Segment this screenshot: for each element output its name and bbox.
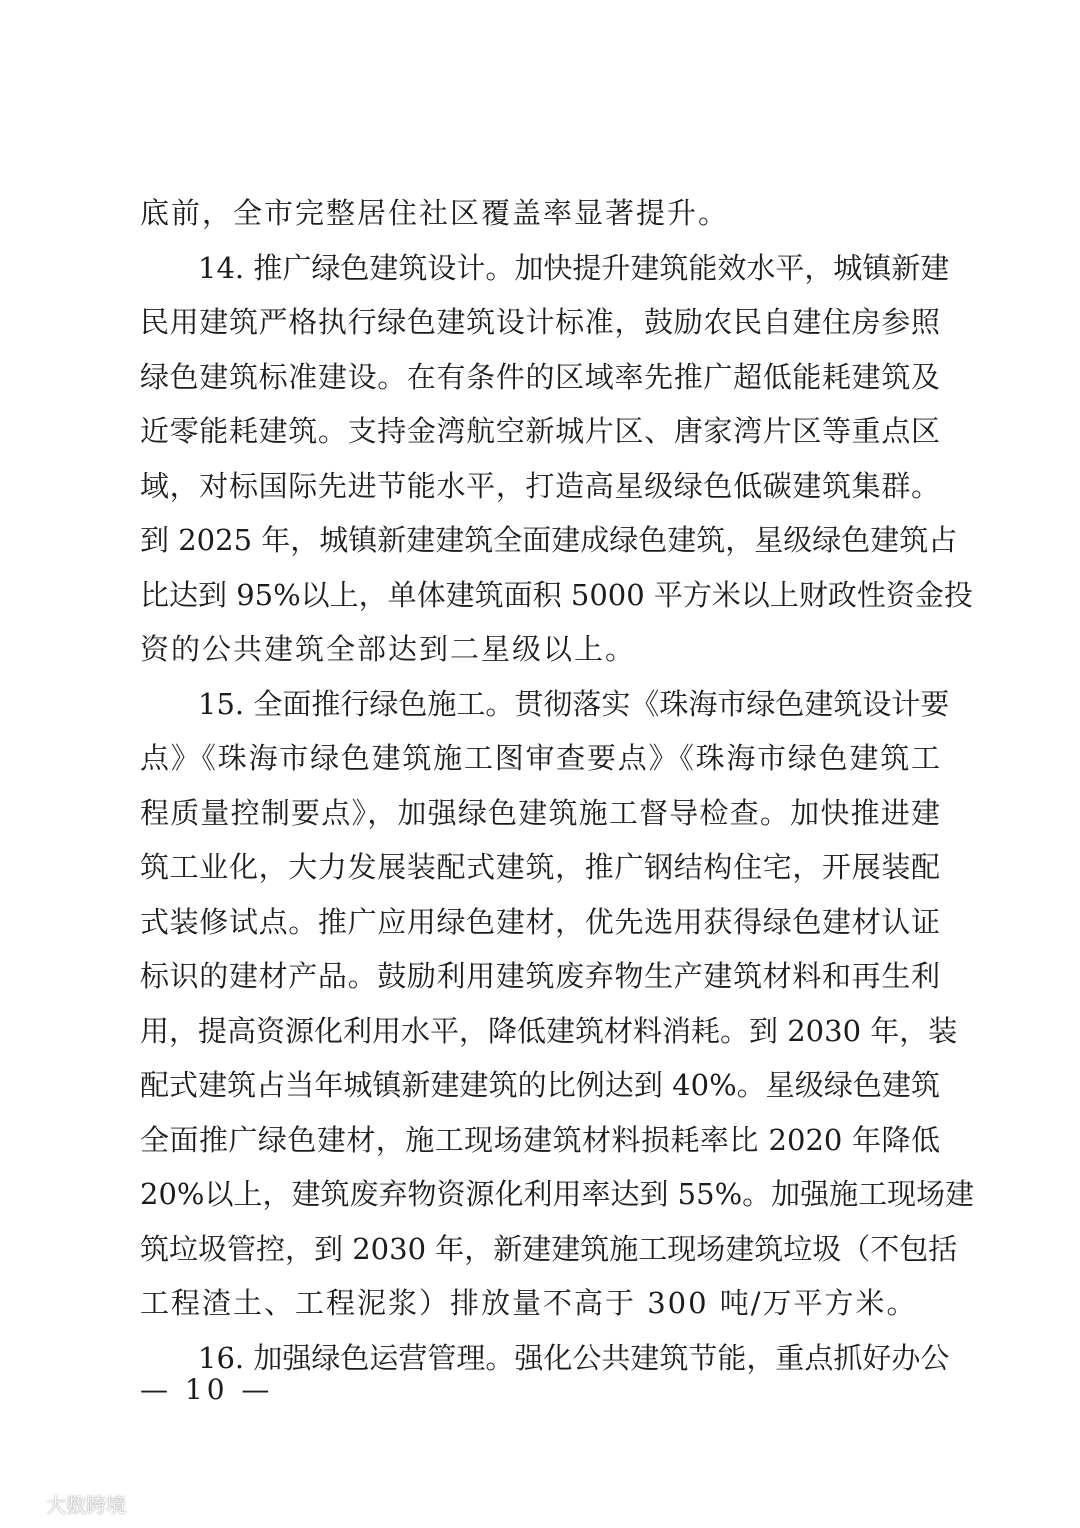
text-line: 点》《珠海市绿色建筑施工图审查要点》《珠海市绿色建筑工 <box>140 741 940 775</box>
text-line: 标识的建材产品。鼓励利用建筑废弃物生产建筑材料和再生利 <box>140 959 940 993</box>
text-line: 15. 全面推行绿色施工。贯彻落实《珠海市绿色建筑设计要 <box>198 686 950 721</box>
weibo-logo-icon <box>10 1491 40 1515</box>
body-text <box>140 186 975 1385</box>
text-line: 近零能耗建筑。支持金湾航空新城片区、唐家湾片区等重点区 <box>140 414 940 448</box>
text-line: 式装修试点。推广应用绿色建材，优先选用获得绿色建材认证 <box>140 904 940 939</box>
text-line: 比达到 95%以上，单体建筑面积 5000 平方米以上财政性资金投 <box>140 577 973 612</box>
text-line: 14. 推广绿色建筑设计。加快提升建筑能效水平，城镇新建 <box>198 250 950 285</box>
text-line: 全面推广绿色建材，施工现场建筑材料损耗率比 2020 年降低 <box>140 1122 940 1157</box>
text-line: 配式建筑占当年城镇新建建筑的比例达到 40%。星级绿色建筑 <box>140 1068 940 1102</box>
text-line: 16. 加强绿色运营管理。强化公共建筑节能，重点抓好办公 <box>198 1340 950 1375</box>
text-line: 域，对标国际先进节能水平，打造高星级绿色低碳建筑集群。 <box>140 468 940 503</box>
text-line: 筑垃圾管控，到 2030 年，新建建筑施工现场建筑垃圾（不包括 <box>140 1231 958 1266</box>
text-line: 绿色建筑标准建设。在有条件的区域率先推广超低能耗建筑及 <box>140 359 940 394</box>
text-line: 程质量控制要点》，加强绿色建筑施工督导检查。加快推进建 <box>140 795 940 830</box>
text-line: 到 2025 年，城镇新建建筑全面建成绿色建筑，星级绿色建筑占 <box>140 523 958 557</box>
text-line: 民用建筑严格执行绿色建筑设计标准，鼓励农民自建住房参照 <box>140 305 940 339</box>
text-line: 20%以上，建筑废弃物资源化利用率达到 55%。加强施工现场建 <box>140 1177 975 1211</box>
watermark <box>10 1488 126 1518</box>
text-line: 用，提高资源化利用水平，降低建筑材料消耗。到 2030 年，装 <box>140 1013 958 1048</box>
watermark-label: 大数跨境 <box>46 1492 126 1517</box>
text-line: 底前，全市完整居住社区覆盖率显著提升。 <box>140 196 730 230</box>
text-line: 工程渣土、工程泥浆）排放量不高于 300 吨/万平方米。 <box>140 1286 918 1320</box>
text-line: 资的公共建筑全部达到二星级以上。 <box>140 632 637 666</box>
page-number: — 10 — <box>140 1373 274 1406</box>
text-line: 筑工业化，大力发展装配式建筑，推广钢结构住宅，开展装配 <box>140 850 940 884</box>
